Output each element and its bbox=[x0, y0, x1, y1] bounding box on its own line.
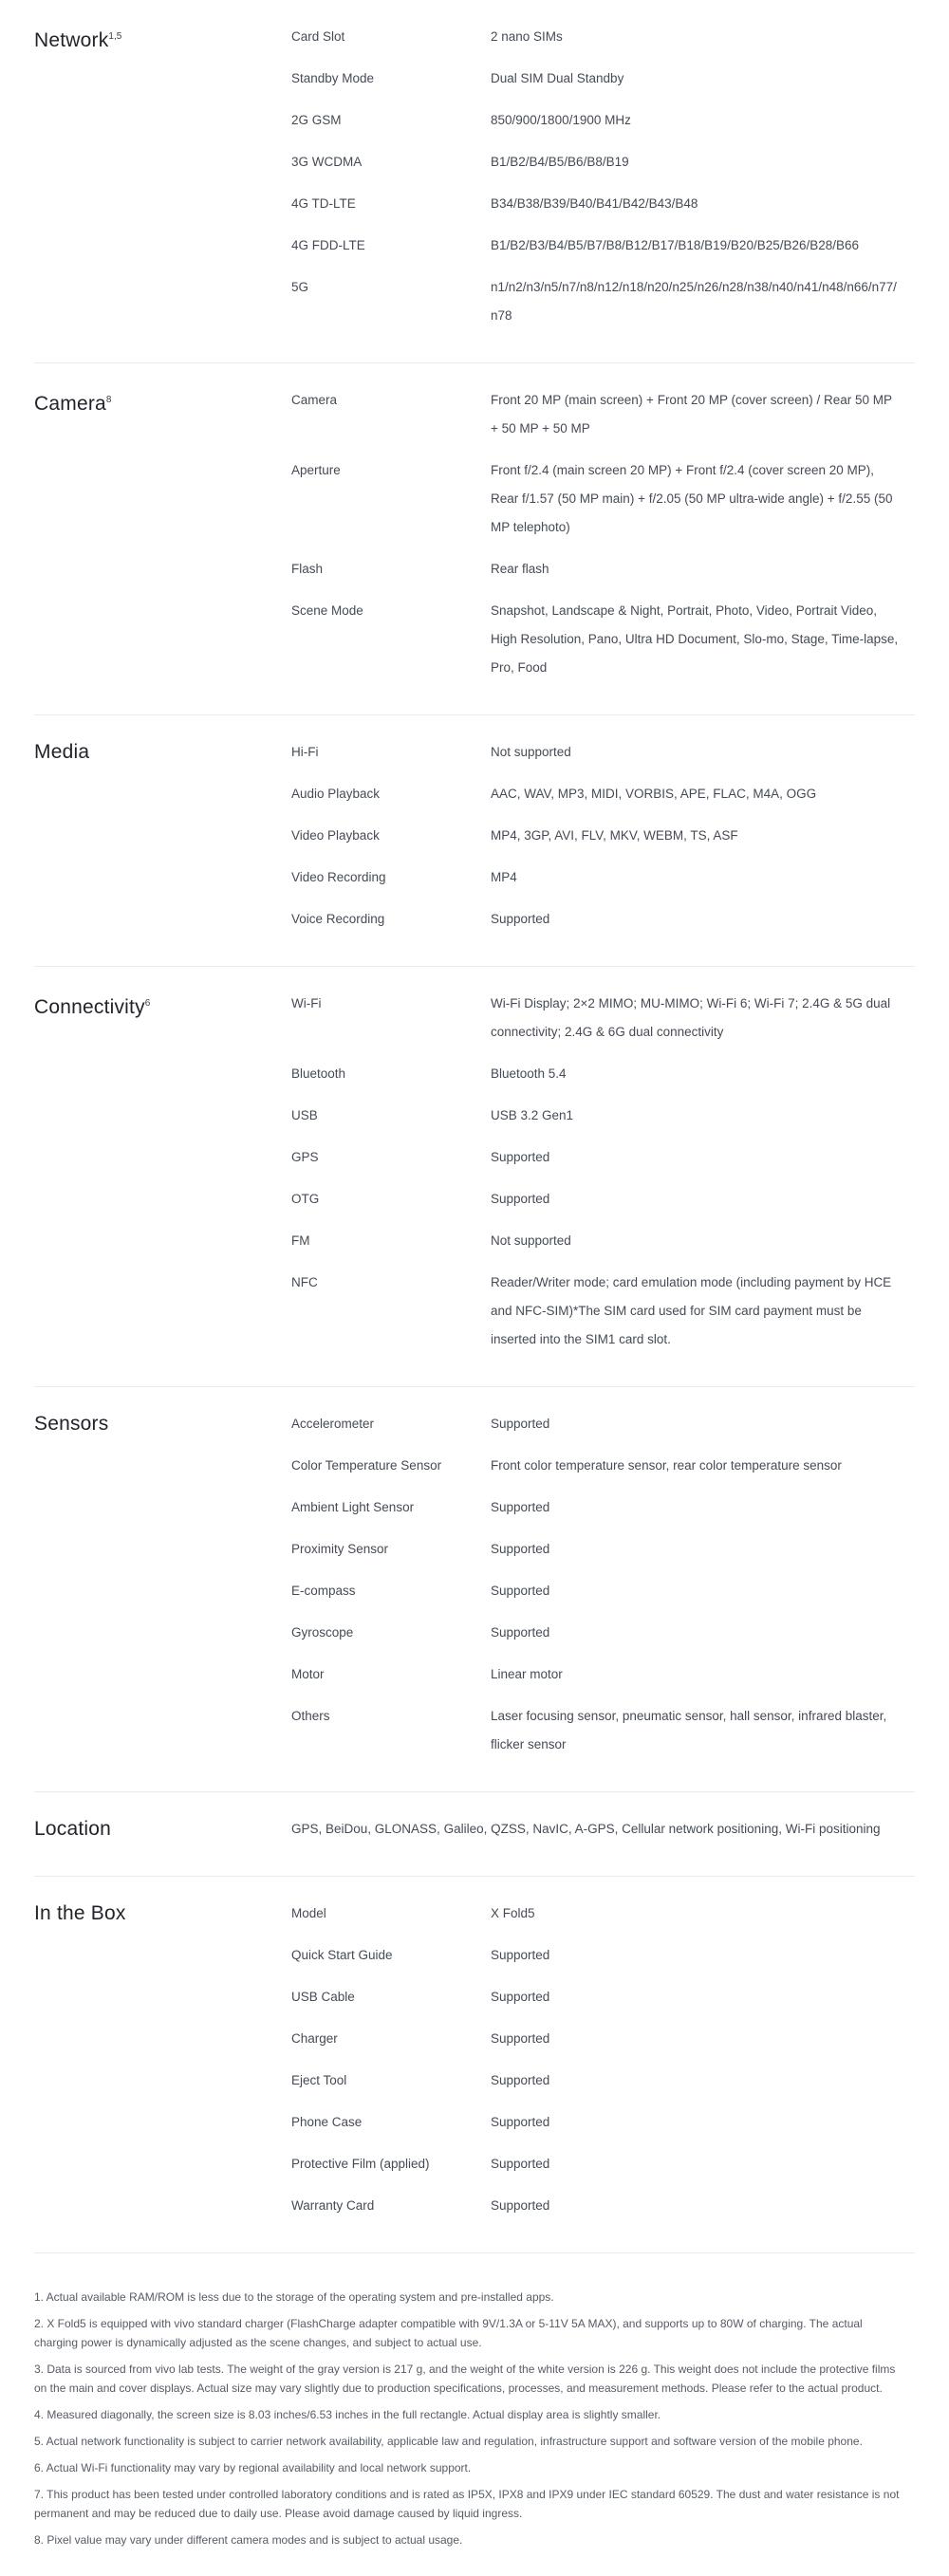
spec-row bbox=[291, 2108, 902, 2137]
spec-row bbox=[291, 863, 902, 892]
spec-row bbox=[291, 1269, 902, 1354]
spec-row bbox=[291, 1102, 902, 1130]
section-in-the-box bbox=[0, 1877, 949, 2252]
section-title-text: Network bbox=[34, 29, 109, 51]
spec-rows bbox=[291, 1410, 902, 1759]
spec-row bbox=[291, 1983, 902, 2011]
spec-label: Gyroscope bbox=[291, 1625, 354, 1640]
spec-row bbox=[291, 1493, 902, 1522]
section-camera bbox=[0, 363, 949, 714]
section-title-superscript: 8 bbox=[105, 395, 112, 405]
footnote: 6. Actual Wi-Fi functionality may vary by regional availability and local network support. bbox=[34, 2461, 472, 2474]
footnote: 4. Measured diagonally, the screen size is 8.03 inches/6.53 inches in the full rectangle. Actual display area is slightly smaller. bbox=[34, 2408, 661, 2421]
spec-label: Others bbox=[291, 1709, 330, 1723]
spec-value: B1/B2/B4/B5/B6/B8/B19 bbox=[491, 155, 629, 169]
spec-rows bbox=[291, 1900, 902, 2220]
spec-value: Front 20 MP (main screen) + Front 20 MP (cover screen) / Rear 50 MP + 50 MP + 50 MP bbox=[491, 393, 892, 436]
spec-value: Not supported bbox=[491, 1233, 571, 1248]
spec-label: Standby Mode bbox=[291, 71, 375, 85]
spec-rows bbox=[291, 990, 902, 1354]
spec-row bbox=[291, 232, 902, 260]
section-title-text: Media bbox=[34, 741, 90, 763]
spec-row bbox=[291, 990, 902, 1047]
spec-row bbox=[291, 555, 902, 584]
footnote: 1. Actual available RAM/ROM is less due to the storage of the operating system and pre-installed apps. bbox=[34, 2290, 554, 2304]
spec-value: Supported bbox=[491, 1417, 550, 1431]
spec-rows bbox=[291, 1815, 902, 1844]
footnote: 8. Pixel value may vary under different camera modes and is subject to actual usage. bbox=[34, 2533, 463, 2547]
spec-row bbox=[291, 597, 902, 682]
spec-label: Card Slot bbox=[291, 29, 345, 44]
spec-row bbox=[291, 2066, 902, 2095]
spec-row bbox=[291, 1452, 902, 1480]
spec-value: Front color temperature sensor, rear color temperature sensor bbox=[491, 1458, 842, 1473]
spec-row bbox=[291, 65, 902, 93]
spec-row bbox=[291, 23, 902, 51]
spec-label: Motor bbox=[291, 1667, 325, 1681]
section-title bbox=[34, 1410, 291, 1759]
spec-value: MP4, 3GP, AVI, FLV, MKV, WEBM, TS, ASF bbox=[491, 828, 738, 843]
section-title bbox=[34, 738, 291, 934]
section-location bbox=[0, 1792, 949, 1876]
spec-value: Laser focusing sensor, pneumatic sensor, hall sensor, infrared blaster, flicker sensor bbox=[491, 1709, 887, 1751]
spec-row bbox=[291, 106, 902, 135]
spec-row bbox=[291, 1060, 902, 1088]
spec-label: NFC bbox=[291, 1275, 318, 1289]
spec-label: Eject Tool bbox=[291, 2073, 347, 2087]
spec-value: Supported bbox=[491, 1150, 550, 1164]
section-title-superscript: 6 bbox=[144, 998, 151, 1009]
section-title-text: Sensors bbox=[34, 1413, 109, 1435]
footnote: 3. Data is sourced from vivo lab tests. The weight of the gray version is 217 g, and the weight of the white version is 226 g. This weight does not include the protective films on the main and cover displays. Actual size may vary slightly due to production specifications, processes, and measurement methods. Please refer to the actual product. bbox=[34, 2363, 896, 2395]
spec-label: Flash bbox=[291, 562, 324, 576]
spec-label: Camera bbox=[291, 393, 338, 407]
spec-row bbox=[291, 148, 902, 176]
spec-row bbox=[291, 780, 902, 808]
spec-row bbox=[291, 905, 902, 934]
spec-label: 5G bbox=[291, 280, 309, 294]
spec-value: AAC, WAV, MP3, MIDI, VORBIS, APE, FLAC, M4A, OGG bbox=[491, 787, 817, 801]
spec-row bbox=[291, 1227, 902, 1255]
spec-value: Supported bbox=[491, 912, 550, 926]
spec-label: 4G FDD-LTE bbox=[291, 238, 365, 252]
spec-value: Supported bbox=[491, 1584, 550, 1598]
spec-label: OTG bbox=[291, 1192, 320, 1206]
spec-row bbox=[291, 822, 902, 850]
spec-label: GPS bbox=[291, 1150, 319, 1164]
spec-value: Supported bbox=[491, 1625, 550, 1640]
spec-value: n1/n2/n3/n5/n7/n8/n12/n18/n20/n25/n26/n28/n38/n40/n41/n48/n66/n77/n78 bbox=[491, 280, 897, 323]
section-title-text: Location bbox=[34, 1818, 111, 1840]
spec-label: Phone Case bbox=[291, 2115, 363, 2129]
spec-value: Supported bbox=[491, 1500, 550, 1514]
footnotes bbox=[0, 2253, 949, 2576]
footnote: 7. This product has been tested under controlled laboratory conditions and is rated as IP5X, IPX8 and IPX9 under IEC standard 60529. The dust and water resistance is not permanent and may be reduced due to daily use. Please avoid damage caused by liquid ingress. bbox=[34, 2488, 900, 2520]
spec-row bbox=[291, 1143, 902, 1172]
spec-value: 2 nano SIMs bbox=[491, 29, 563, 44]
spec-label: Video Recording bbox=[291, 870, 386, 884]
spec-value: Supported bbox=[491, 2115, 550, 2129]
section-network bbox=[0, 0, 949, 362]
spec-rows bbox=[291, 23, 902, 330]
spec-row bbox=[291, 1535, 902, 1564]
spec-value: Supported bbox=[491, 1990, 550, 2004]
spec-row bbox=[291, 1660, 902, 1689]
spec-value: Snapshot, Landscape & Night, Portrait, Photo, Video, Portrait Video, High Resolution, Pano, Ultra HD Document, Slo-mo, Stage, Time-lapse, Pro, Food bbox=[491, 603, 899, 675]
spec-value: Supported bbox=[491, 2073, 550, 2087]
spec-value: 850/900/1800/1900 MHz bbox=[491, 113, 631, 127]
spec-label: Bluetooth bbox=[291, 1066, 346, 1081]
spec-value: X Fold5 bbox=[491, 1906, 535, 1920]
spec-row bbox=[291, 2150, 902, 2178]
spec-value: Rear flash bbox=[491, 562, 549, 576]
spec-label: Voice Recording bbox=[291, 912, 385, 926]
spec-row bbox=[291, 1185, 902, 1214]
spec-label: USB Cable bbox=[291, 1990, 355, 2004]
section-title bbox=[34, 23, 291, 330]
spec-value: Bluetooth 5.4 bbox=[491, 1066, 567, 1081]
spec-label: Hi-Fi bbox=[291, 745, 319, 759]
spec-value: Not supported bbox=[491, 745, 571, 759]
spec-value: Reader/Writer mode; card emulation mode (including payment by HCE and NFC-SIM)*The SIM card used for SIM card payment must be inserted into the SIM1 card slot. bbox=[491, 1275, 892, 1346]
section-title bbox=[34, 386, 291, 682]
spec-label: Aperture bbox=[291, 463, 341, 477]
spec-label: Scene Mode bbox=[291, 603, 363, 618]
section-sensors bbox=[0, 1387, 949, 1791]
spec-value: B1/B2/B3/B4/B5/B7/B8/B12/B17/B18/B19/B20/B25/B26/B28/B66 bbox=[491, 238, 860, 252]
spec-row bbox=[291, 1577, 902, 1605]
spec-value: MP4 bbox=[491, 870, 517, 884]
section-media bbox=[0, 715, 949, 966]
spec-value: Supported bbox=[491, 1192, 550, 1206]
spec-row bbox=[291, 386, 902, 443]
spec-label: Quick Start Guide bbox=[291, 1948, 393, 1962]
spec-label: Charger bbox=[291, 2031, 338, 2046]
spec-row bbox=[291, 2192, 902, 2220]
spec-label: 2G GSM bbox=[291, 113, 342, 127]
footnote: 5. Actual network functionality is subject to carrier network availability, applicable law and regulation, infrastructure support and software version of the mobile phone. bbox=[34, 2435, 863, 2448]
footnote: 2. X Fold5 is equipped with vivo standard charger (FlashCharge adapter compatible with 9V/1.3A or 5-11V 5A MAX), and supports up to 80W of charging. The actual charging power is dynamically adjusted as the scene changes, and subject to actual use. bbox=[34, 2317, 863, 2349]
spec-label: Protective Film (applied) bbox=[291, 2157, 430, 2171]
spec-label: 4G TD-LTE bbox=[291, 196, 356, 211]
spec-label: USB bbox=[291, 1108, 318, 1122]
spec-rows bbox=[291, 738, 902, 934]
spec-value: Supported bbox=[491, 2157, 550, 2171]
spec-value: Supported bbox=[491, 1948, 550, 1962]
spec-value: Supported bbox=[491, 2031, 550, 2046]
spec-row bbox=[291, 273, 902, 330]
spec-row bbox=[291, 190, 902, 218]
spec-label: Model bbox=[291, 1906, 326, 1920]
section-title-text: In the Box bbox=[34, 1902, 126, 1924]
section-title-text: Connectivity bbox=[34, 996, 145, 1018]
spec-label: Warranty Card bbox=[291, 2198, 375, 2213]
spec-row bbox=[291, 1815, 902, 1844]
spec-label: Accelerometer bbox=[291, 1417, 375, 1431]
spec-row bbox=[291, 1410, 902, 1438]
spec-value: Front f/2.4 (main screen 20 MP) + Front f/2.4 (cover screen 20 MP), Rear f/1.57 (50 MP main) + f/2.05 (50 MP ultra-wide angle) + f/2.55 (50 MP telephoto) bbox=[491, 463, 893, 534]
section-title bbox=[34, 1815, 291, 1844]
spec-value: Wi-Fi Display; 2×2 MIMO; MU-MIMO; Wi-Fi 6; Wi-Fi 7; 2.4G & 5G dual connectivity; 2.4G & 6G dual connectivity bbox=[491, 996, 891, 1039]
spec-label: Wi-Fi bbox=[291, 996, 322, 1010]
section-title-superscript: 1,5 bbox=[108, 31, 122, 42]
spec-label: Proximity Sensor bbox=[291, 1542, 389, 1556]
spec-label: Ambient Light Sensor bbox=[291, 1500, 415, 1514]
spec-label: Audio Playback bbox=[291, 787, 381, 801]
section-title-text: Camera bbox=[34, 393, 106, 415]
spec-value: USB 3.2 Gen1 bbox=[491, 1108, 574, 1122]
spec-row bbox=[291, 1619, 902, 1647]
spec-rows bbox=[291, 386, 902, 682]
section-title bbox=[34, 1900, 291, 2220]
spec-row bbox=[291, 1941, 902, 1970]
spec-label: E-compass bbox=[291, 1584, 356, 1598]
spec-value: Linear motor bbox=[491, 1667, 563, 1681]
section-title bbox=[34, 990, 291, 1354]
spec-label: Color Temperature Sensor bbox=[291, 1458, 442, 1473]
spec-value: B34/B38/B39/B40/B41/B42/B43/B48 bbox=[491, 196, 698, 211]
spec-row bbox=[291, 2025, 902, 2053]
spec-row bbox=[291, 456, 902, 542]
spec-label: 3G WCDMA bbox=[291, 155, 363, 169]
spec-value: Dual SIM Dual Standby bbox=[491, 71, 624, 85]
spec-value: GPS, BeiDou, GLONASS, Galileo, QZSS, NavIC, A-GPS, Cellular network positioning, Wi-Fi positioning bbox=[291, 1822, 881, 1836]
spec-row bbox=[291, 738, 902, 767]
spec-label: Video Playback bbox=[291, 828, 380, 843]
spec-value: Supported bbox=[491, 1542, 550, 1556]
spec-label: FM bbox=[291, 1233, 310, 1248]
spec-row bbox=[291, 1702, 902, 1759]
spec-row bbox=[291, 1900, 902, 1928]
spec-value: Supported bbox=[491, 2198, 550, 2213]
section-connectivity bbox=[0, 967, 949, 1386]
